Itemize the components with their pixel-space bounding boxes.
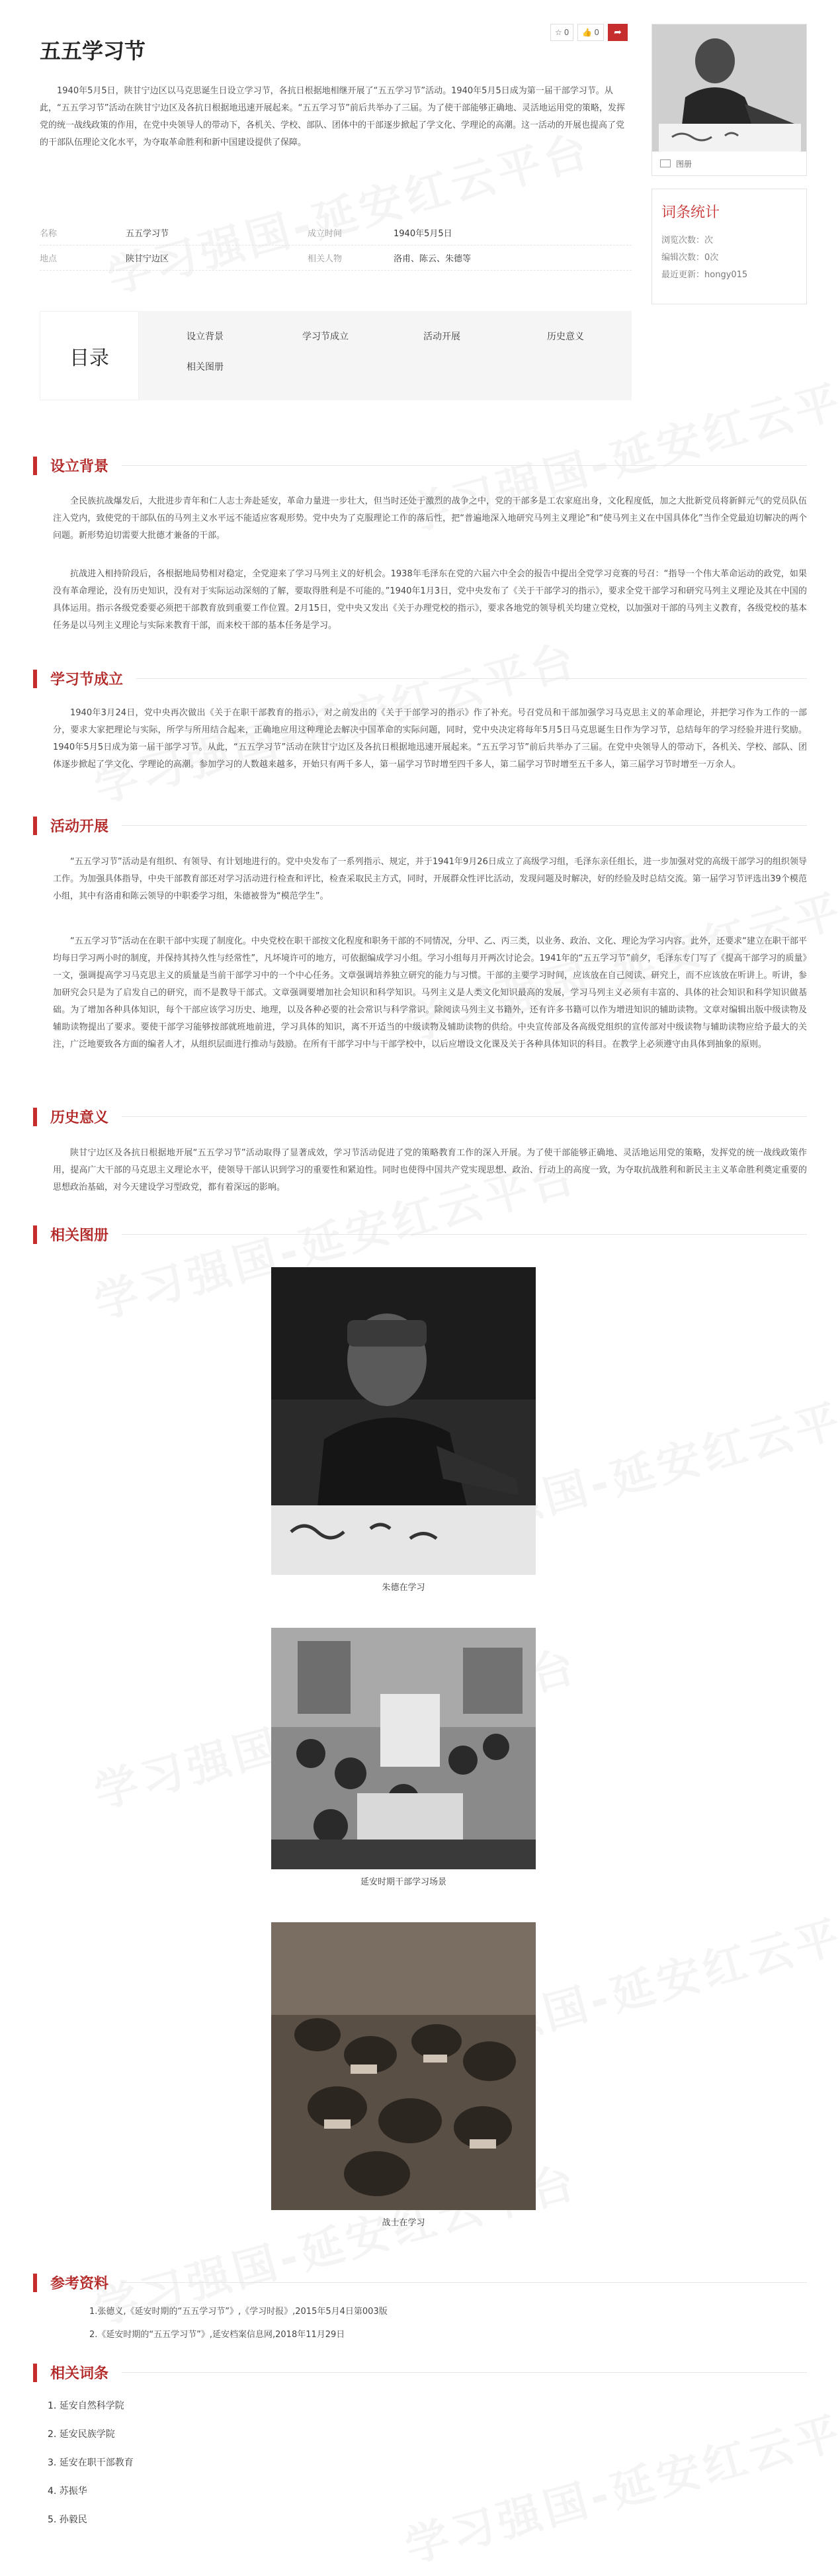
- related-entry-link[interactable]: 4. 苏振华: [48, 2486, 87, 2497]
- gallery-caption: 战士在学习: [382, 2218, 425, 2228]
- like-button[interactable]: [550, 24, 573, 41]
- toc-item-significance[interactable]: 历史意义: [547, 332, 584, 342]
- article-actions: [550, 24, 628, 41]
- section-heading-significance: 历史意义: [33, 1106, 807, 1127]
- gallery-photo[interactable]: [271, 1267, 536, 1575]
- section-bar: [33, 2274, 37, 2292]
- section-heading-background: 设立背景: [33, 455, 807, 476]
- gallery-photo[interactable]: [271, 1628, 536, 1869]
- paragraph: “五五学习节”活动在在职干部中实现了制度化。中央党校在职干部按文化程度和职务干部的不同情况，分甲、乙、丙三类，以业务、政治、文化、理论为学习内容。此外，还要求“建立在职干部平均每日学习两小时的制度，并保持其持久性与经常性”，凡坏境许可的地方，可依据编成学习小组。学习小组每月开两次讨论会。1941年的“五五学习节”前夕，毛泽东专门写了《提高干部学习的质量》一文，强调提高学习马克思主义的质量是当前干部学习中的一个中心任务。文章强调培养独立研究的能力与习惯。干部的主要学习时间，应该放在自己阅读、研究上，而不应该放在听讲上。听讲，参加研究会只是为了启发自己的研究，而不是教导干部式。文章强调要增加社会知识和科学知识。马列主义是人类文化知识最高的发展，学习马列主义必须有丰富的、具体的社会知识和科学知识做基础。为了增加各种具体知识，每个干部应该学习历史、地理，以及各种必要的社会常识与科学常识。除阅读马列主义书籍外，还有许多书籍可以作为增进知识的辅助读物。文章对编辑出版中级读物及辅助读物提出了要求。要使干部学习能够按部就班地前进，学习具体的知识，离不开适当的中级读物及辅助读物的供给。中央宣传部及各高级党组织的宣传部对中级读物与辅助读物应给予最大的关注，广泛地要致各方面的编者人才，从组织层面进行推动与鼓励。在所有干部学习中与干部学校中，以后应增设文化课及关于各种具体知识的科目。在教学上必须遵守由具体到抽象的原则。: [53, 936, 807, 1049]
- reference-item[interactable]: 1.张德义,《延安时期的“五五学习节”》,《学习时报》,2015年5月4日第003版: [89, 2307, 388, 2317]
- photo-zhude-studying: [271, 1267, 536, 1575]
- info-key: 相关人物: [308, 254, 343, 264]
- paragraph: “五五学习节”活动是有组织、有领导、有计划地进行的。党中央发布了一系列指示、规定，并于1941年9月26日成立了高级学习组，毛泽东亲任组长，进一步加强对党的高级干部学习的组织领导工作。为加强具体指导，中央干部教育部还对学习活动进行检查和评比，检查采取民主方式，同时，开展群众性评比活动，发现问题及时解决，好的经验及时总结交流。第一届学习节评选出39个模范小组，其中有洛甫和陈云领导的中职委学习组，朱德被誉为“模范学生”。: [53, 857, 807, 901]
- section-bar: [33, 817, 37, 835]
- info-key: 成立时间: [308, 229, 343, 239]
- section-bar: [33, 670, 37, 688]
- info-value: 五五学习节: [126, 229, 169, 239]
- sidebar-gallery[interactable]: [651, 24, 807, 176]
- info-value: 1940年5月5日: [394, 229, 452, 239]
- gallery-caption: 朱德在学习: [382, 1583, 425, 1593]
- info-key: 名称: [40, 229, 58, 239]
- related-entry-link[interactable]: 3. 延安在职干部教育: [48, 2458, 134, 2468]
- paragraph: 1940年3月24日，党中央再次做出《关于在职干部教育的指示》，对之前发出的《关于干部学习的指示》作了补充。号召党员和干部加强学习马克思主义的革命理论，并把学习作为工作的一部分，要求大家把理论与实际，所学与所用结合起来，正确地应用这种理论去解决中国革命的实际问题，同时，党中央决定将每年5月5日马克思诞生日作为学习节，总结每年的学习经验并进行奖励。1940年5月5日成为第一届干部学习节。从此，“五五学习节”活动在陕甘宁边区及各抗日根据地迅速开展起来。“五五学习节”前后共举办了三届。在党中央领导人的带动下，各机关、学校、部队、团体逐步掀起了学文化、学理论的高潮。参加学习的人数越来越多，开始只有两千多人，第一届学习节时增至四千多人，第二届学习节时增至五千多人，第三届学习节时增至一万余人。: [53, 708, 807, 770]
- info-value: 陕甘宁边区: [126, 254, 169, 264]
- info-row: [40, 220, 632, 245]
- reference-item[interactable]: 2.《延安时期的“五五学习节”》,延安档案信息网,2018年11月29日: [89, 2330, 345, 2340]
- related-entry-link[interactable]: 2. 延安民族学院: [48, 2429, 115, 2440]
- entry-stats: [651, 189, 807, 304]
- page-title: 五五学习节: [40, 38, 146, 64]
- sidebar-caption: 图册: [676, 159, 693, 169]
- info-key: 地点: [40, 254, 58, 264]
- toc-item-background[interactable]: 设立背景: [187, 332, 224, 342]
- section-heading-related: 相关词条: [33, 2362, 807, 2383]
- related-entry-link[interactable]: 5. 孙毅民: [48, 2514, 87, 2525]
- like-count: 0: [564, 28, 569, 37]
- section-bar: [33, 1225, 37, 1244]
- image-icon: [660, 159, 671, 167]
- info-row: [40, 245, 632, 271]
- section-heading-founding: 学习节成立: [33, 668, 807, 689]
- paragraph: 抗战进入相持阶段后，各根据地局势相对稳定，全党迎来了学习马列主义的好机会。1938年毛泽东在党的六届六中全会的报告中提出全党学习竞赛的号召：“指导一个伟大革命运动的政党，如果没有革命理论，没有历史知识，没有对于实际运动深刻的了解，要取得胜利是不可能的。”1940年1月3日，党中央发布了《关于干部学习的指示》，要求全党干部学习和研究马列主义理论及其在中国的具体运用。指示各级党委要必须把干部教育放到重要工作位置。2月15日，党中央又发出《关于办理党校的指示》，要求各地党的领导机关均建立党校，以加强对干部的马列主义教育，各级党校的基本任务是以马列主义理论与实际来教育干部，而来校干部的基本任务是学习。: [53, 569, 807, 631]
- table-of-contents: [40, 311, 632, 400]
- star-icon: ☆: [555, 28, 562, 37]
- toc-label: 目录: [40, 311, 139, 400]
- photo-cadre-study-scene: [271, 1628, 536, 1869]
- related-entry-link[interactable]: 1. 延安自然科学院: [48, 2401, 124, 2411]
- section-heading-gallery: 相关图册: [33, 1224, 807, 1245]
- thumb-icon: 👍: [582, 28, 593, 37]
- stats-title: 词条统计: [661, 204, 720, 221]
- gallery-caption: 延安时期干部学习场景: [360, 1877, 446, 1887]
- info-value: 洛甫、陈云、朱德等: [394, 254, 472, 264]
- toc-item-gallery[interactable]: 相关图册: [187, 362, 224, 373]
- section-bar: [33, 457, 37, 475]
- favorite-count: 0: [594, 28, 599, 37]
- stats-edits: 编辑次数：0次: [661, 253, 719, 263]
- sidebar-photo: [652, 24, 807, 153]
- sidebar-caption-bar: [652, 152, 806, 175]
- share-icon: ➦: [614, 27, 622, 38]
- gallery-photo[interactable]: [271, 1922, 536, 2210]
- section-bar: [33, 2364, 37, 2382]
- paragraph: 陕甘宁边区及各抗日根据地开展“五五学习节”活动取得了显著成效，学习节活动促进了党的策略教育工作的深入开展。为了使干部能够正确地、灵活地运用党的策略，发挥党的统一战线政策作用，提高广大干部的马克思主义理论水平，使领导干部认识到学习的重要性和紧迫性。同时也使得中国共产党实现思想、政治、行动上的高度一致，为夺取抗战胜利和新民主主义革命胜利奠定重要的思想政治基础，对今天建设学习型政党，都有着深远的影响。: [53, 1148, 807, 1192]
- stats-updater: 最近更新：hongy015: [661, 270, 748, 280]
- favorite-button[interactable]: [577, 24, 604, 41]
- section-heading-activities: 活动开展: [33, 815, 807, 836]
- info-box: [40, 220, 632, 271]
- stats-views: 浏览次数：次: [661, 236, 714, 245]
- paragraph: 全民族抗战爆发后，大批进步青年和仁人志士奔赴延安，革命力量进一步壮大，但当时还处于激烈的战争之中，党的干部多是工农家庭出身，文化程度低，加之大批新党员将新鲜元气的党员队伍注入党内，致使党的干部队伍的马列主义水平远不能适应客观形势。党中央为了克服理论工作的落后性，把“普遍地深入地研究马列主义理论”和“使马列主义在中国具体化”当作全党最迫切解决的两个问题。新形势迫切需要大批德才兼备的干部。: [53, 496, 807, 541]
- summary-text: 1940年5月5日，陕甘宁边区以马克思诞生日设立学习节，各抗日根据地相继开展了“五五学习节”活动。1940年5月5日成为第一届干部学习节。从此，“五五学习节”活动在陕甘宁边区及各抗日根据地迅速开展起来。“五五学习节”前后共举办了三届。为了使干部能够正确地、灵活地运用党的策略，发挥党的统一战线政策的作用，在党中央领导人的带动下，各机关、学校、部队、团体中的干部逐步掀起了学文化、学理论的高潮。这一活动的开展也提高了党的干部队伍理论文化水平，为夺取革命胜利和新中国建设提供了保障。: [40, 86, 625, 148]
- share-button[interactable]: [608, 24, 628, 41]
- toc-item-founding[interactable]: 学习节成立: [302, 332, 349, 342]
- toc-item-activities[interactable]: 活动开展: [423, 332, 460, 342]
- section-heading-references: 参考资料: [33, 2272, 807, 2293]
- section-bar: [33, 1108, 37, 1126]
- article-page: [33, 0, 807, 2576]
- photo-soldiers-studying: [271, 1922, 536, 2210]
